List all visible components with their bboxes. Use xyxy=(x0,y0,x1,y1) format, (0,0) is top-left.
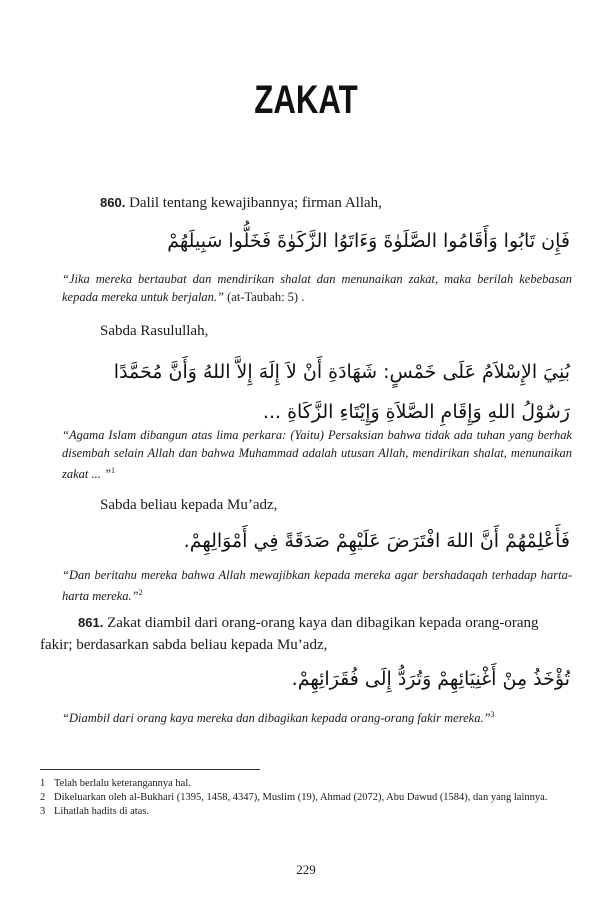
translation-860 xyxy=(62,270,572,306)
arabic-hadith2: فَأَعْلِمْهُمْ أَنَّ اللهَ افْتَرَضَ عَلَيْهِمْ صَدَقَةً فِي أَمْوَالِهِمْ. xyxy=(183,530,570,552)
footnotes xyxy=(40,777,570,819)
footnote-ref-1: 1 xyxy=(110,466,115,475)
verse-reference: (at-Taubah: 5) . xyxy=(227,290,305,304)
section-860-intro: Dalil tentang kewajibannya; firman Allah, xyxy=(129,195,382,211)
translation-hadith2 xyxy=(62,566,572,605)
page-number: 229 xyxy=(296,862,316,877)
section-number-860: 860. xyxy=(100,195,126,210)
footnote-number: 3 xyxy=(40,806,46,817)
translation-hadith2-text: “Dan beritahu mereka bahwa Allah mewajibkan kepada mereka agar bershadaqah terhadap harta-harta mereka.” xyxy=(62,568,572,604)
section-861-intro: Zakat diambil dari orang-orang kaya dan dibagikan kepada orang-orang fakir; berdasarkan sabda beliau kepada Mu’adz, xyxy=(40,615,539,653)
footnote-ref-3: 3 xyxy=(490,710,495,719)
paragraph-861 xyxy=(40,612,572,656)
footnote-item xyxy=(40,805,570,819)
page-title: ZAKAT xyxy=(254,78,358,122)
footnote-text: Lihatlah hadits di atas. xyxy=(54,806,150,817)
footnote-item xyxy=(40,777,570,791)
footnote-text: Telah berlalu keterangannya hal. xyxy=(54,778,191,789)
translation-860-text: “Jika mereka bertaubat dan mendirikan shalat dan menunaikan zakat, maka berilah kebebasan kepada mereka untuk berjalan.” xyxy=(62,272,572,304)
hadith2-intro: Sabda beliau kepada Mu’adz, xyxy=(100,497,278,513)
translation-hadith3 xyxy=(62,706,572,727)
arabic-hadith1: بُنِيَ الإِسْلاَمُ عَلَى خَمْسٍ: شَهَادَةِ أَنْ لاَ إِلَهَ إِلاَّ اللهُ وَأَنَّ مُحَمَّدًا رَسُوْلُ اللهِ وَإِقَامِ الصَّلاَةِ وَإِيْتَاءِ الزَّكَاةِ ... xyxy=(113,361,570,423)
footnote-number: 2 xyxy=(40,792,46,803)
translation-hadith3-text: “Diambil dari orang kaya mereka dan dibagikan kepada orang-orang fakir mereka.” xyxy=(62,711,491,726)
footnote-item xyxy=(40,791,570,805)
footnote-text: Dikeluarkan oleh al-Bukhari (1395, 1458, 4347), Muslim (19), Ahmad (2072), Abu Dawud (1584), dan yang lainnya. xyxy=(54,792,548,803)
arabic-verse-860: فَإِن تَابُوا وَأَقَامُوا الصَّلَوٰةَ وَءَاتَوُا الزَّكَوٰةَ فَخَلُّوا سَبِيلَهُمْ xyxy=(167,230,570,252)
footnote-number: 1 xyxy=(40,778,46,789)
translation-hadith1 xyxy=(62,426,572,483)
paragraph-860 xyxy=(62,192,572,214)
section-number-861: 861. xyxy=(78,615,104,630)
footnote-ref-2: 2 xyxy=(138,588,143,597)
footnote-divider xyxy=(40,769,260,770)
translation-hadith1-text: “Agama Islam dibangun atas lima perkara: (Yaitu) Persaksian bahwa tidak ada tuhan yang berhak disembah selain Allah dan bahwa Muhammad adalah utusan Allah, mendirikan shalat, menunaikan zakat ... ” xyxy=(62,428,572,482)
hadith1-intro: Sabda Rasulullah, xyxy=(100,323,209,339)
arabic-hadith3: تُؤْخَذُ مِنْ أَغْنِيَائِهِمْ وَتُرَدُّ إِلَى فُقَرَائِهِمْ. xyxy=(291,668,570,690)
